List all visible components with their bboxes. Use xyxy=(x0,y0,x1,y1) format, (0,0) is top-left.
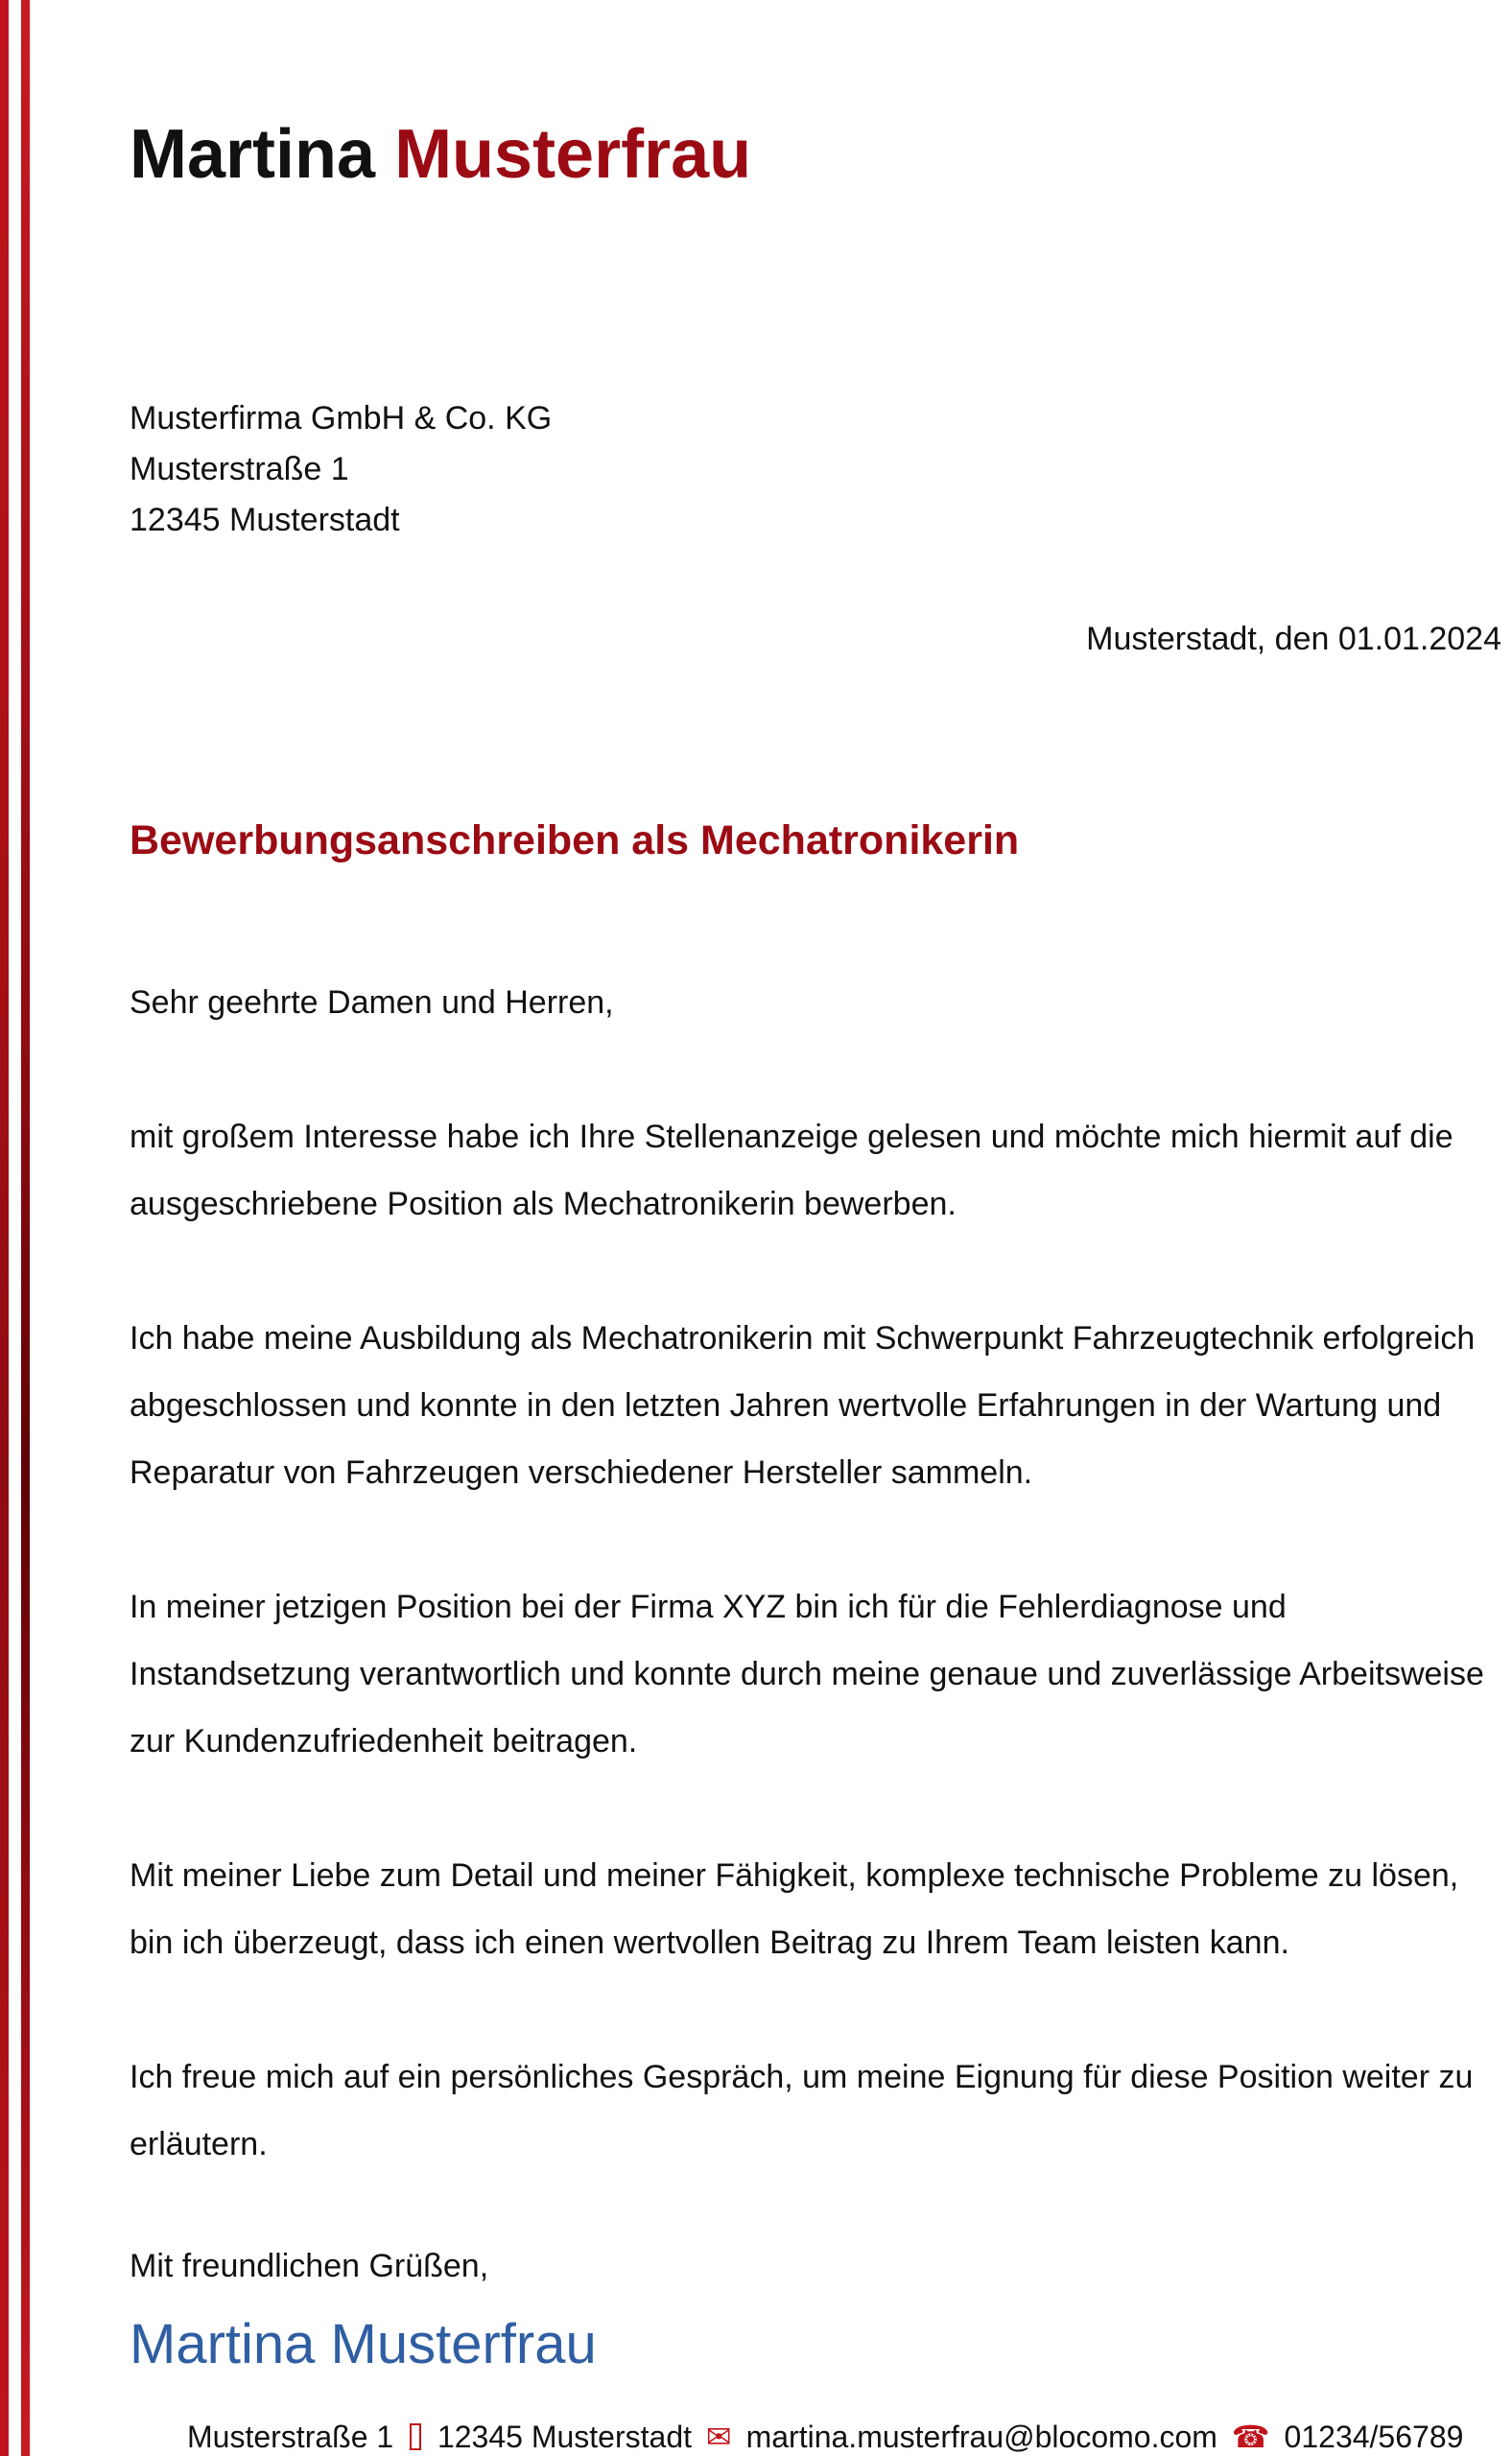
body-paragraph: mit großem Interesse habe ich Ihre Stellenanzeige gelesen und möchte mich hiermit auf die ausgeschriebene Position als Mechatronikerin bewerben. xyxy=(130,1119,1453,1222)
footer-email[interactable]: martina.musterfrau@blocomo.com xyxy=(745,2420,1217,2454)
footer-city: 12345 Musterstadt xyxy=(437,2420,692,2454)
footer-contact xyxy=(187,2418,1512,2456)
closing-phrase: Mit freundlichen Grüßen, xyxy=(130,2248,489,2284)
letter-body xyxy=(130,969,1501,2245)
body-paragraph: In meiner jetzigen Position bei der Firma XYZ bin ich für die Fehlerdiagnose und Instandsetzung verantwortlich und konnte durch meine genaue und zuverlässige Arbeitsweise zur Kundenzufriedenheit beitragen. xyxy=(130,1589,1484,1759)
subject-line: Bewerbungsanschreiben als Mechatronikerin xyxy=(130,817,1020,863)
recipient-city: 12345 Musterstadt xyxy=(130,502,400,538)
email-icon: ✉ xyxy=(705,2419,732,2455)
body-paragraph: Ich freue mich auf ein persönliches Gespräch, um meine Eignung für diese Position weiter zu erläutern. xyxy=(130,2059,1474,2162)
sender-name-header xyxy=(130,113,751,196)
footer-street: Musterstraße 1 xyxy=(187,2420,394,2454)
phone-icon: ☎ xyxy=(1231,2419,1270,2455)
left-decorative-stripe-inner xyxy=(21,0,30,2456)
recipient-street: Musterstraße 1 xyxy=(130,451,349,487)
recipient-address xyxy=(130,393,552,546)
sender-last-name: Musterfrau xyxy=(394,116,752,193)
body-paragraph: Mit meiner Liebe zum Detail und meiner Fähigkeit, komplexe technische Probleme zu lösen, bin ich überzeugt, dass ich einen wertvollen Beitrag zu Ihrem Team leisten kann. xyxy=(130,1857,1459,1961)
sender-first-name: Martina xyxy=(130,116,376,193)
body-paragraph: Ich habe meine Ausbildung als Mechatronikerin mit Schwerpunkt Fahrzeugtechnik erfolgreich abgeschlossen und konnte in den letzten Jahren wertvolle Erfahrungen in der Wartung und Reparatur von Fahrzeugen verschiedener Hersteller sammeln. xyxy=(130,1320,1476,1491)
recipient-company: Musterfirma GmbH & Co. KG xyxy=(130,400,553,437)
home-icon xyxy=(410,2423,421,2450)
left-decorative-stripe-outer xyxy=(0,0,9,2456)
footer-phone[interactable]: 01234/56789 xyxy=(1284,2420,1464,2454)
signature: Martina Musterfrau xyxy=(130,2313,597,2375)
salutation: Sehr geehrte Damen und Herren, xyxy=(130,984,614,1021)
date-line: Musterstadt, den 01.01.2024 xyxy=(1086,621,1501,657)
